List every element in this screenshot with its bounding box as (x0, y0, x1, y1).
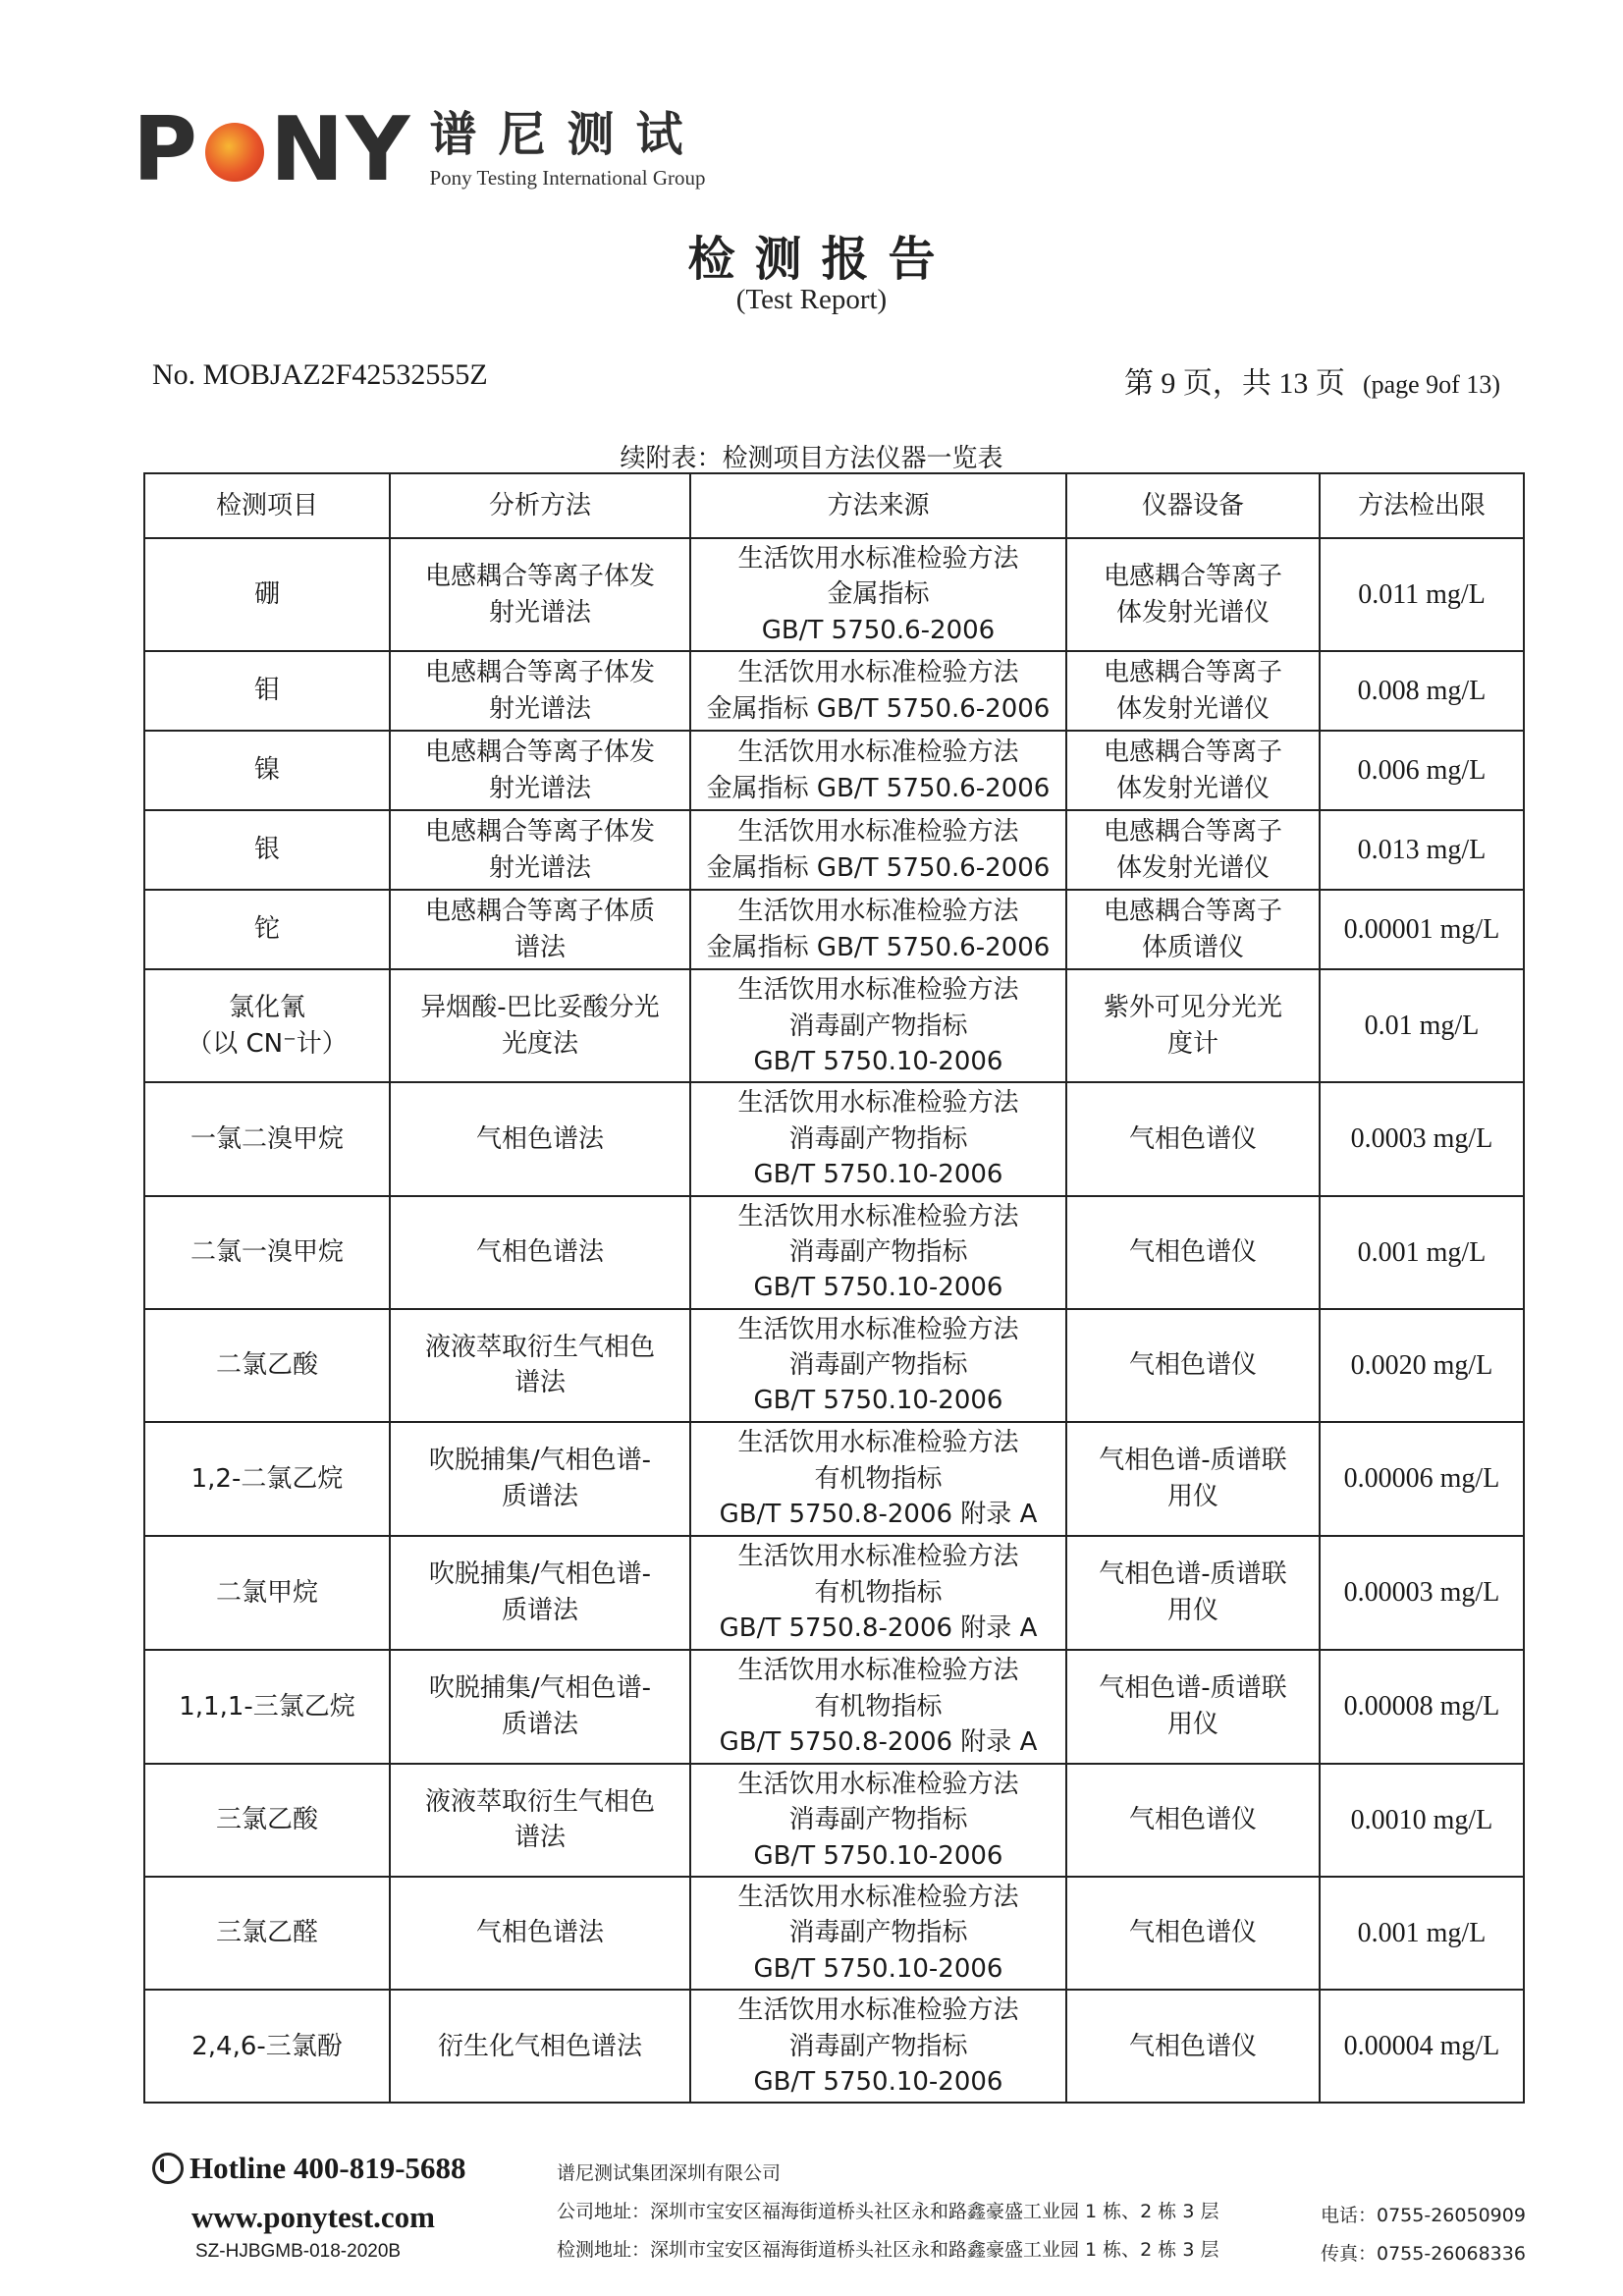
cell-instrument (1066, 969, 1320, 1082)
table-body (144, 538, 1524, 2103)
cell-method (390, 731, 690, 810)
cell-source-line: 消毒副产物指标 (788, 1123, 968, 1154)
cell-method-line: 吹脱捕集/气相色谱- (428, 1673, 652, 1704)
cell-source-line: 金属指标 (827, 579, 930, 610)
report-number: No. MOBJAZ2F42532555Z (152, 358, 488, 391)
cell-item-line: 1,1,1-三氯乙烷 (179, 1691, 355, 1722)
cell-method-line: 吹脱捕集/气相色谱- (428, 1446, 652, 1476)
cell-limit: 0.00003 mg/L (1320, 1536, 1524, 1650)
cell-source-line: GB/T 5750.10-2006 (753, 1273, 1003, 1303)
cell-item-line: 铊 (253, 914, 280, 945)
cell-source-line: 生活饮用水标准检验方法 (737, 1542, 1019, 1572)
cell-method (390, 538, 690, 651)
header-item: 检测项目 (144, 473, 390, 538)
cell-instrument-line: 电感耦合等离子 (1103, 658, 1282, 688)
cell-instrument (1066, 1536, 1320, 1650)
logo-letter-p: P (133, 98, 199, 201)
cell-method-line: 电感耦合等离子体发 (424, 738, 655, 768)
cell-limit: 0.00004 mg/L (1320, 1990, 1524, 2103)
cell-method-line: 电感耦合等离子体发 (424, 562, 655, 592)
cell-source-line: 生活饮用水标准检验方法 (737, 817, 1019, 847)
cell-method-line: 质谱法 (501, 1595, 578, 1625)
cell-source (690, 810, 1066, 890)
page-info-cn: 第 9 页，共 13 页 (1123, 367, 1345, 400)
page-info (1124, 358, 1500, 402)
cell-instrument-line: 电感耦合等离子 (1103, 897, 1282, 927)
cell-instrument (1066, 1650, 1320, 1764)
footer-addresses (557, 2159, 1218, 2273)
cell-source-line: GB/T 5750.10-2006 (753, 1160, 1003, 1190)
cell-instrument-line: 气相色谱仪 (1128, 1918, 1257, 1948)
cell-instrument (1066, 890, 1320, 969)
cell-source (690, 1764, 1066, 1877)
footer-test-address: 检测地址：深圳市宝安区福海街道桥头社区永和路鑫豪盛工业园 1 栋、2 栋 3 层 (557, 2239, 1219, 2261)
cell-method (390, 1877, 690, 1990)
cell-limit: 0.0020 mg/L (1320, 1309, 1524, 1422)
cell-limit: 0.001 mg/L (1320, 1877, 1524, 1990)
cell-source-line: 生活饮用水标准检验方法 (737, 544, 1019, 574)
cell-source (690, 1422, 1066, 1536)
cell-item-line: 2,4,6-三氯酚 (191, 2031, 343, 2061)
cell-source-line: GB/T 5750.6-2006 (761, 615, 996, 645)
cell-method (390, 1650, 690, 1764)
cell-method-line: 质谱法 (501, 1481, 578, 1511)
cell-source-line: 生活饮用水标准检验方法 (737, 1656, 1019, 1686)
cell-instrument (1066, 1082, 1320, 1195)
cell-item (144, 538, 390, 651)
cell-instrument (1066, 1422, 1320, 1536)
cell-source-line: 金属指标 GB/T 5750.6-2006 (706, 932, 1051, 962)
cell-source (690, 1877, 1066, 1990)
cell-source-line: 生活饮用水标准检验方法 (737, 658, 1019, 688)
table-row (144, 1536, 1524, 1650)
cell-source-line: GB/T 5750.8-2006 附录 A (719, 1613, 1038, 1644)
cell-item (144, 1990, 390, 2103)
cell-method-line: 吹脱捕集/气相色谱- (428, 1559, 652, 1590)
cell-instrument (1066, 810, 1320, 890)
cell-item-line: （以 CN⁻计） (187, 1028, 348, 1059)
cell-instrument-line: 气相色谱仪 (1128, 1123, 1257, 1154)
cell-item (144, 731, 390, 810)
cell-source-line: GB/T 5750.10-2006 (753, 1840, 1003, 1871)
header-limit: 方法检出限 (1320, 473, 1524, 538)
cell-item (144, 1877, 390, 1990)
cell-limit: 0.0003 mg/L (1320, 1082, 1524, 1195)
cell-method (390, 1082, 690, 1195)
cell-item-line: 硼 (253, 579, 280, 610)
cell-limit: 0.011 mg/L (1320, 538, 1524, 651)
cell-item (144, 1309, 390, 1422)
table-row (144, 1082, 1524, 1195)
cell-instrument-line: 度计 (1166, 1028, 1218, 1059)
company-name-en: Pony Testing International Group (429, 165, 706, 190)
cell-instrument-line: 电感耦合等离子 (1103, 562, 1282, 592)
hotline-text: Hotline 400-819-5688 (189, 2151, 466, 2185)
cell-limit: 0.00006 mg/L (1320, 1422, 1524, 1536)
cell-source-line: 生活饮用水标准检验方法 (737, 1769, 1019, 1799)
cell-instrument-line: 气相色谱仪 (1128, 1805, 1257, 1835)
cell-method-line: 射光谱法 (488, 597, 591, 628)
cell-source (690, 1536, 1066, 1650)
header-source: 方法来源 (690, 473, 1066, 538)
cell-method-line: 液液萃取衍生气相色 (424, 1332, 655, 1362)
footer-phone: 电话：0755-26050909 (1321, 2205, 1526, 2226)
cell-instrument-line: 体发射光谱仪 (1115, 773, 1270, 803)
cell-item (144, 810, 390, 890)
cell-limit: 0.008 mg/L (1320, 651, 1524, 731)
cell-source-line: 生活饮用水标准检验方法 (737, 897, 1019, 927)
cell-source-line: 消毒副产物指标 (788, 1011, 968, 1041)
cell-item-line: 银 (253, 835, 280, 865)
cell-source-line: 生活饮用水标准检验方法 (737, 975, 1019, 1006)
cell-method-line: 谱法 (514, 932, 566, 962)
cell-item (144, 1650, 390, 1764)
cell-method (390, 1309, 690, 1422)
cell-method-line: 电感耦合等离子体发 (424, 817, 655, 847)
cell-method-line: 气相色谱法 (475, 1918, 604, 1948)
cell-source-line: 消毒副产物指标 (788, 1805, 968, 1835)
cell-limit: 0.00001 mg/L (1320, 890, 1524, 969)
cell-method (390, 651, 690, 731)
cell-source-line: GB/T 5750.8-2006 附录 A (719, 1500, 1038, 1530)
cell-instrument-line: 紫外可见分光光 (1103, 993, 1282, 1023)
cell-source (690, 969, 1066, 1082)
cell-source-line: 金属指标 GB/T 5750.6-2006 (706, 852, 1051, 883)
cell-item (144, 1422, 390, 1536)
cell-limit: 0.013 mg/L (1320, 810, 1524, 890)
table-row (144, 1196, 1524, 1309)
cell-method (390, 1536, 690, 1650)
footer-phones (1321, 2201, 1526, 2277)
cell-source (690, 731, 1066, 810)
cell-instrument (1066, 651, 1320, 731)
table-header-row (144, 473, 1524, 538)
cell-method-line: 液液萃取衍生气相色 (424, 1787, 655, 1818)
cell-instrument-line: 气相色谱-质谱联 (1099, 1673, 1287, 1704)
cell-instrument (1066, 1196, 1320, 1309)
methods-table (143, 472, 1525, 2104)
table-row (144, 651, 1524, 731)
cell-item (144, 651, 390, 731)
cell-limit: 0.00008 mg/L (1320, 1650, 1524, 1764)
cell-instrument-line: 电感耦合等离子 (1103, 817, 1282, 847)
cell-item (144, 1196, 390, 1309)
cell-limit: 0.0010 mg/L (1320, 1764, 1524, 1877)
cell-method-line: 光度法 (501, 1028, 578, 1059)
cell-instrument-line: 体发射光谱仪 (1115, 852, 1270, 883)
cell-instrument-line: 用仪 (1166, 1595, 1218, 1625)
cell-method-line: 谱法 (514, 1823, 566, 1853)
cell-method (390, 969, 690, 1082)
cell-limit: 0.006 mg/L (1320, 731, 1524, 810)
company-logo (133, 98, 706, 201)
cell-source-line: 有机物指标 (814, 1577, 943, 1608)
cell-item (144, 1764, 390, 1877)
cell-method-line: 射光谱法 (488, 773, 591, 803)
footer-address: 公司地址：深圳市宝安区福海街道桥头社区永和路鑫豪盛工业园 1 栋、2 栋 3 层 (557, 2201, 1219, 2222)
cell-source-line: 金属指标 GB/T 5750.6-2006 (706, 773, 1051, 803)
website-link[interactable]: www.ponytest.com (191, 2200, 435, 2234)
table-row (144, 1650, 1524, 1764)
cell-method (390, 890, 690, 969)
footer-contact (152, 2151, 466, 2263)
cell-source-line: GB/T 5750.8-2006 附录 A (719, 1727, 1038, 1758)
cell-source (690, 651, 1066, 731)
cell-item-line: 镍 (253, 755, 280, 786)
table-caption: 续附表：检测项目方法仪器一览表 (620, 444, 1003, 473)
table-row (144, 1877, 1524, 1990)
company-name-cn: 谱尼测试 (429, 106, 705, 162)
logo-circle-icon (205, 123, 264, 182)
cell-source (690, 538, 1066, 651)
header-instrument: 仪器设备 (1066, 473, 1320, 538)
cell-method-line: 气相色谱法 (475, 1123, 604, 1154)
phone-icon (152, 2153, 184, 2184)
hotline (152, 2151, 466, 2186)
cell-method-line: 射光谱法 (488, 852, 591, 883)
cell-method-line: 电感耦合等离子体质 (424, 897, 655, 927)
cell-limit: 0.001 mg/L (1320, 1196, 1524, 1309)
cell-source (690, 1309, 1066, 1422)
cell-source (690, 1082, 1066, 1195)
cell-source-line: 生活饮用水标准检验方法 (737, 738, 1019, 768)
cell-method (390, 1990, 690, 2103)
table-row (144, 810, 1524, 890)
table-row (144, 1764, 1524, 1877)
cell-instrument-line: 气相色谱仪 (1128, 1350, 1257, 1381)
report-title: 检测报告 (687, 232, 955, 287)
cell-instrument-line: 用仪 (1166, 1481, 1218, 1511)
cell-item-line: 1,2-二氯乙烷 (190, 1463, 344, 1494)
cell-method-line: 衍生化气相色谱法 (437, 2031, 642, 2061)
cell-method (390, 1422, 690, 1536)
cell-instrument-line: 气相色谱-质谱联 (1099, 1559, 1287, 1590)
cell-source-line: 有机物指标 (814, 1463, 943, 1494)
cell-source-line: 消毒副产物指标 (788, 1236, 968, 1267)
cell-method-line: 射光谱法 (488, 693, 591, 724)
footer-company: 谱尼测试集团深圳有限公司 (557, 2162, 782, 2184)
cell-instrument-line: 气相色谱仪 (1128, 2031, 1257, 2061)
header-method: 分析方法 (390, 473, 690, 538)
cell-source-line: 生活饮用水标准检验方法 (737, 1088, 1019, 1119)
report-subtitle: (Test Report) (735, 284, 888, 315)
table-row (144, 890, 1524, 969)
cell-instrument (1066, 731, 1320, 810)
page-info-en: (page 9of 13) (1362, 370, 1500, 399)
cell-instrument (1066, 1877, 1320, 1990)
cell-method (390, 1764, 690, 1877)
cell-item-line: 三氯乙酸 (215, 1805, 318, 1835)
cell-source-line: 消毒副产物指标 (788, 2031, 968, 2061)
cell-method (390, 1196, 690, 1309)
cell-instrument (1066, 1309, 1320, 1422)
cell-item (144, 969, 390, 1082)
cell-source-line: 生活饮用水标准检验方法 (737, 1883, 1019, 1913)
document-code: SZ-HJBGMB-018-2020B (195, 2241, 402, 2262)
cell-instrument-line: 体发射光谱仪 (1115, 693, 1270, 724)
cell-instrument-line: 体发射光谱仪 (1115, 597, 1270, 628)
cell-item-line: 二氯乙酸 (215, 1350, 318, 1381)
cell-source-line: GB/T 5750.10-2006 (753, 1953, 1003, 1984)
cell-instrument-line: 体质谱仪 (1141, 932, 1244, 962)
cell-source-line: GB/T 5750.10-2006 (753, 1386, 1003, 1416)
cell-item-line: 二氯甲烷 (215, 1577, 318, 1608)
table-row (144, 1422, 1524, 1536)
cell-source-line: GB/T 5750.10-2006 (753, 1046, 1003, 1076)
cell-source-line: 生活饮用水标准检验方法 (737, 1314, 1019, 1344)
table-row (144, 1990, 1524, 2103)
cell-source-line: GB/T 5750.10-2006 (753, 2066, 1003, 2097)
cell-item (144, 890, 390, 969)
cell-source-line: 生活饮用水标准检验方法 (737, 1995, 1019, 2026)
cell-method-line: 异烟酸-巴比妥酸分光 (420, 993, 660, 1023)
table-row (144, 1309, 1524, 1422)
cell-method-line: 质谱法 (501, 1709, 578, 1739)
cell-item-line: 三氯乙醛 (215, 1918, 318, 1948)
cell-item-line: 钼 (253, 676, 280, 706)
cell-source (690, 1196, 1066, 1309)
cell-source-line: 消毒副产物指标 (788, 1350, 968, 1381)
table-row (144, 969, 1524, 1082)
table-row (144, 538, 1524, 651)
cell-source-line: 消毒副产物指标 (788, 1918, 968, 1948)
logo-letters-ny: NY (269, 98, 412, 201)
cell-source-line: 生活饮用水标准检验方法 (737, 1201, 1019, 1231)
cell-method-line: 电感耦合等离子体发 (424, 658, 655, 688)
cell-source-line: 生活饮用水标准检验方法 (737, 1428, 1019, 1458)
cell-instrument (1066, 1764, 1320, 1877)
cell-method (390, 810, 690, 890)
cell-instrument-line: 用仪 (1166, 1709, 1218, 1739)
cell-item (144, 1082, 390, 1195)
cell-item (144, 1536, 390, 1650)
cell-source-line: 金属指标 GB/T 5750.6-2006 (706, 693, 1051, 724)
cell-instrument-line: 气相色谱-质谱联 (1099, 1446, 1287, 1476)
cell-instrument-line: 电感耦合等离子 (1103, 738, 1282, 768)
cell-item-line: 二氯一溴甲烷 (189, 1236, 344, 1267)
table-row (144, 731, 1524, 810)
cell-item-line: 一氯二溴甲烷 (189, 1123, 344, 1154)
cell-method-line: 气相色谱法 (475, 1236, 604, 1267)
cell-item-line: 氯化氰 (228, 993, 305, 1023)
cell-source (690, 890, 1066, 969)
cell-source (690, 1990, 1066, 2103)
cell-limit: 0.01 mg/L (1320, 969, 1524, 1082)
cell-method-line: 谱法 (514, 1368, 566, 1398)
cell-instrument (1066, 538, 1320, 651)
footer-fax: 传真：0755-26068336 (1321, 2243, 1526, 2265)
logo-wordmark (133, 98, 412, 201)
cell-instrument-line: 气相色谱仪 (1128, 1236, 1257, 1267)
cell-instrument (1066, 1990, 1320, 2103)
cell-source (690, 1650, 1066, 1764)
cell-source-line: 有机物指标 (814, 1691, 943, 1722)
